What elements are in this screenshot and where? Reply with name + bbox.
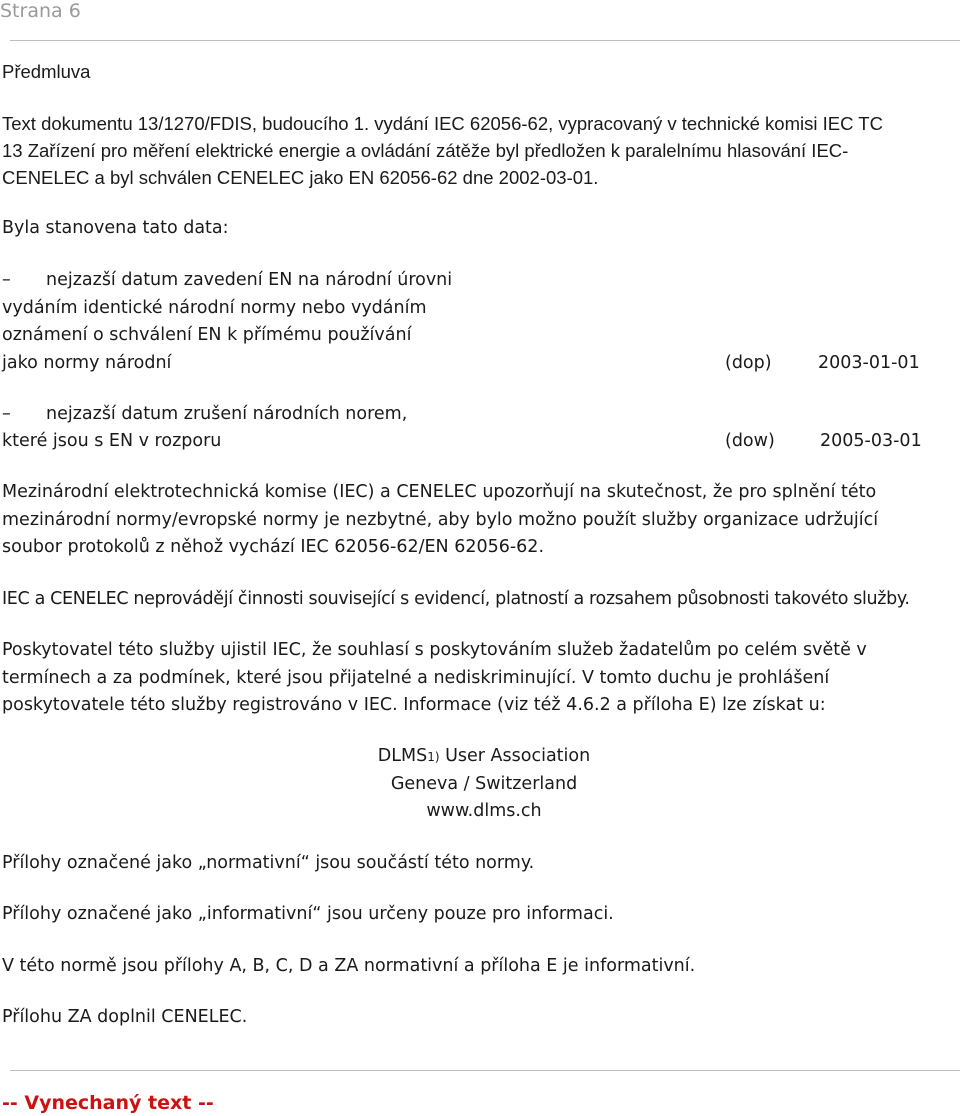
paragraph-line: Mezinárodní elektrotechnická komise (IEC) a CENELEC upozorňují na skutečnost, že pro splnění této — [2, 482, 877, 502]
organization-name: DLMS1) User Association — [377, 746, 591, 766]
paragraph-line: poskytovatele této služby registrováno v IEC. Informace (viz též 4.6.2 a příloha E) lze získat u: — [2, 695, 826, 715]
intro-line: Text dokumentu 13/1270/FDIS, budoucího 1. vydání IEC 62056-62, vypracovaný v technické komisi IEC TC — [2, 113, 883, 134]
dates-item-text: jako normy národní — [2, 353, 172, 373]
dates-item-text: které jsou s EN v rozporu — [2, 431, 222, 451]
list-dash: – — [2, 404, 11, 424]
annex-summary: V této normě jsou přílohy A, B, C, D a ZA normativní a příloha E je informativní. — [2, 956, 696, 976]
intro-line: 13 Zařízení pro měření elektrické energie a ovládání zátěže byl předložen k paralelnímu hlasování IEC- — [2, 140, 849, 161]
dates-item-text: nejzazší datum zavedení EN na národní úrovni — [46, 270, 453, 290]
annex-informative-note: Přílohy označené jako „informativní“ jsou určeny pouze pro informaci. — [2, 904, 614, 924]
section-title: Předmluva — [2, 61, 91, 82]
header-divider — [10, 40, 960, 41]
paragraph-line: Poskytovatel této služby ujistil IEC, že souhlasí s poskytováním služeb žadatelům po celém světě v — [2, 640, 867, 660]
dates-heading: Byla stanovena tato data: — [2, 218, 229, 238]
dop-date: 2003-01-01 — [818, 353, 920, 373]
dates-item-text: oznámení o schválení EN k přímému používání — [2, 325, 412, 345]
footer-divider — [10, 1070, 960, 1071]
footnote-reference: 1) — [427, 750, 440, 764]
dop-code: (dop) — [725, 353, 772, 373]
paragraph-line: soubor protokolů z něhož vychází IEC 62056-62/EN 62056-62. — [2, 537, 545, 557]
paragraph-line: termínech a za podmínek, které jsou přijatelné a nediskriminující. V tomto duchu je prohlášení — [2, 668, 830, 688]
organization-url: www.dlms.ch — [426, 801, 542, 821]
dates-item-text: nejzazší datum zrušení národních norem, — [46, 404, 408, 424]
annex-normative-note: Přílohy označené jako „normativní“ jsou součástí této normy. — [2, 853, 535, 873]
list-dash: – — [2, 270, 11, 290]
dates-item-text: vydáním identické národní normy nebo vydáním — [2, 298, 427, 318]
annex-za-note: Přílohu ZA doplnil CENELEC. — [2, 1007, 248, 1027]
intro-line: CENELEC a byl schválen CENELEC jako EN 62056-62 dne 2002-03-01. — [2, 167, 599, 188]
paragraph-line: mezinárodní normy/evropské normy je nezbytné, aby bylo možno použít služby organizace udržující — [2, 510, 879, 530]
dow-code: (dow) — [725, 431, 775, 451]
evidence-paragraph: IEC a CENELEC neprovádějí činnosti související s evidencí, platností a rozsahem působnosti takovéto služby. — [2, 589, 910, 609]
page-number-label: Strana 6 — [0, 0, 81, 22]
dow-date: 2005-03-01 — [820, 431, 922, 451]
omitted-text-marker: -- Vynechaný text -- — [2, 1092, 214, 1114]
organization-city: Geneva / Switzerland — [390, 774, 578, 794]
